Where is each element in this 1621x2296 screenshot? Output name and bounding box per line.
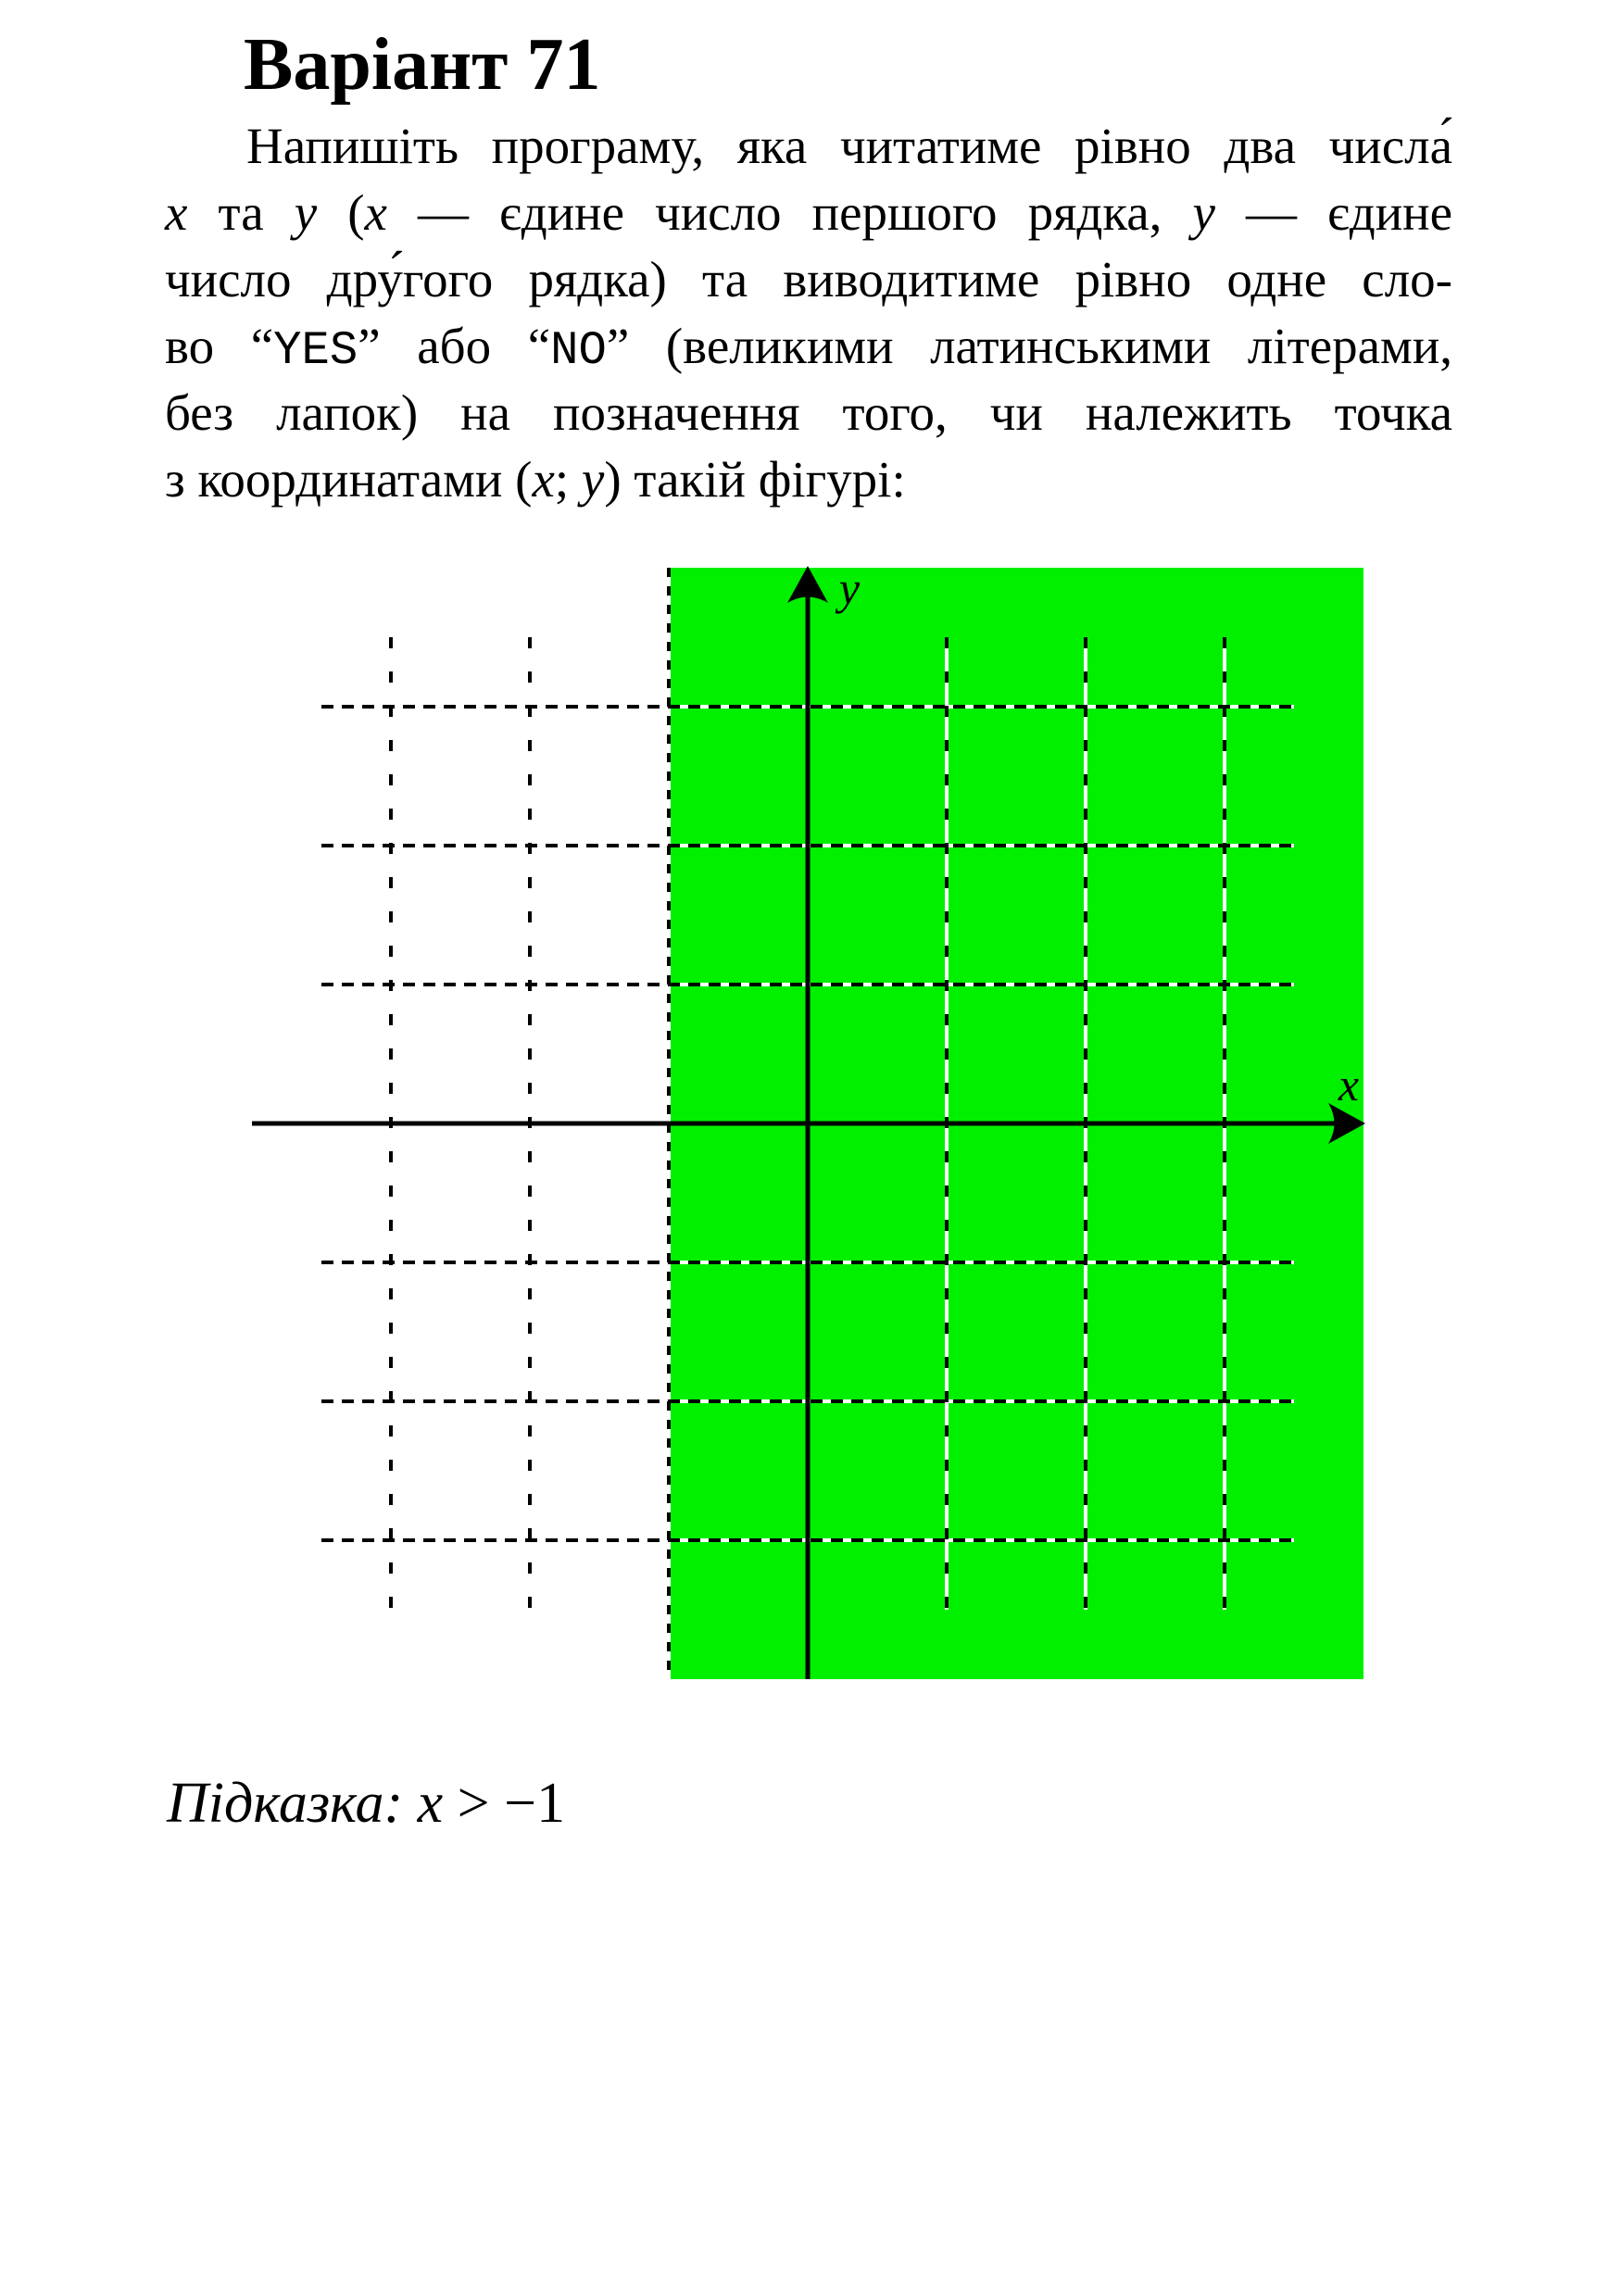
text-segment: x	[364, 184, 387, 241]
text-segment: x	[532, 451, 555, 508]
text-segment: во “	[165, 318, 274, 374]
text-segment: Підказка:	[167, 1772, 404, 1835]
text-segment: y	[294, 184, 318, 241]
text-segment	[403, 1772, 418, 1835]
paragraph-line	[165, 380, 1452, 446]
variant-title: Варіант 71	[244, 24, 601, 106]
text-segment: y	[581, 451, 605, 508]
text-segment: ;	[554, 451, 582, 508]
text-segment: NO	[550, 325, 607, 378]
text-segment: YES	[273, 325, 358, 378]
text-segment: Напишіть програму, яка читатиме рівно два числа́	[246, 118, 1452, 174]
text-segment: y	[1192, 184, 1215, 241]
paragraph-line	[165, 446, 1452, 513]
text-segment: без лапок) на позначення того, чи належить точка	[165, 384, 1452, 441]
paragraph-line	[165, 180, 1452, 246]
hint-text	[167, 1771, 565, 1837]
coordinate-plane-figure	[157, 542, 1454, 1709]
text-segment: (	[317, 184, 365, 241]
paragraph-line	[165, 246, 1452, 313]
text-segment: з координатами (	[165, 451, 533, 508]
paragraph-line	[165, 113, 1452, 180]
text-segment: x	[165, 184, 188, 241]
text-segment: ” або “	[358, 318, 551, 374]
text-segment: — єдине	[1214, 184, 1452, 241]
task-paragraph	[165, 113, 1452, 513]
text-segment: та	[187, 184, 295, 241]
text-segment: ” (великими латинськими літерами,	[606, 318, 1453, 374]
y-axis-label: y	[838, 562, 861, 614]
x-axis-label: x	[1338, 1059, 1360, 1110]
text-segment: ) такій фігурі:	[604, 451, 906, 508]
text-segment: > −1	[443, 1772, 566, 1835]
text-segment: x	[417, 1772, 444, 1835]
paragraph-line	[165, 313, 1452, 380]
text-segment: — єдине число першого рядка,	[386, 184, 1193, 241]
text-segment: число дру́гого рядка) та виводитиме рівно одне сло-	[165, 251, 1452, 307]
